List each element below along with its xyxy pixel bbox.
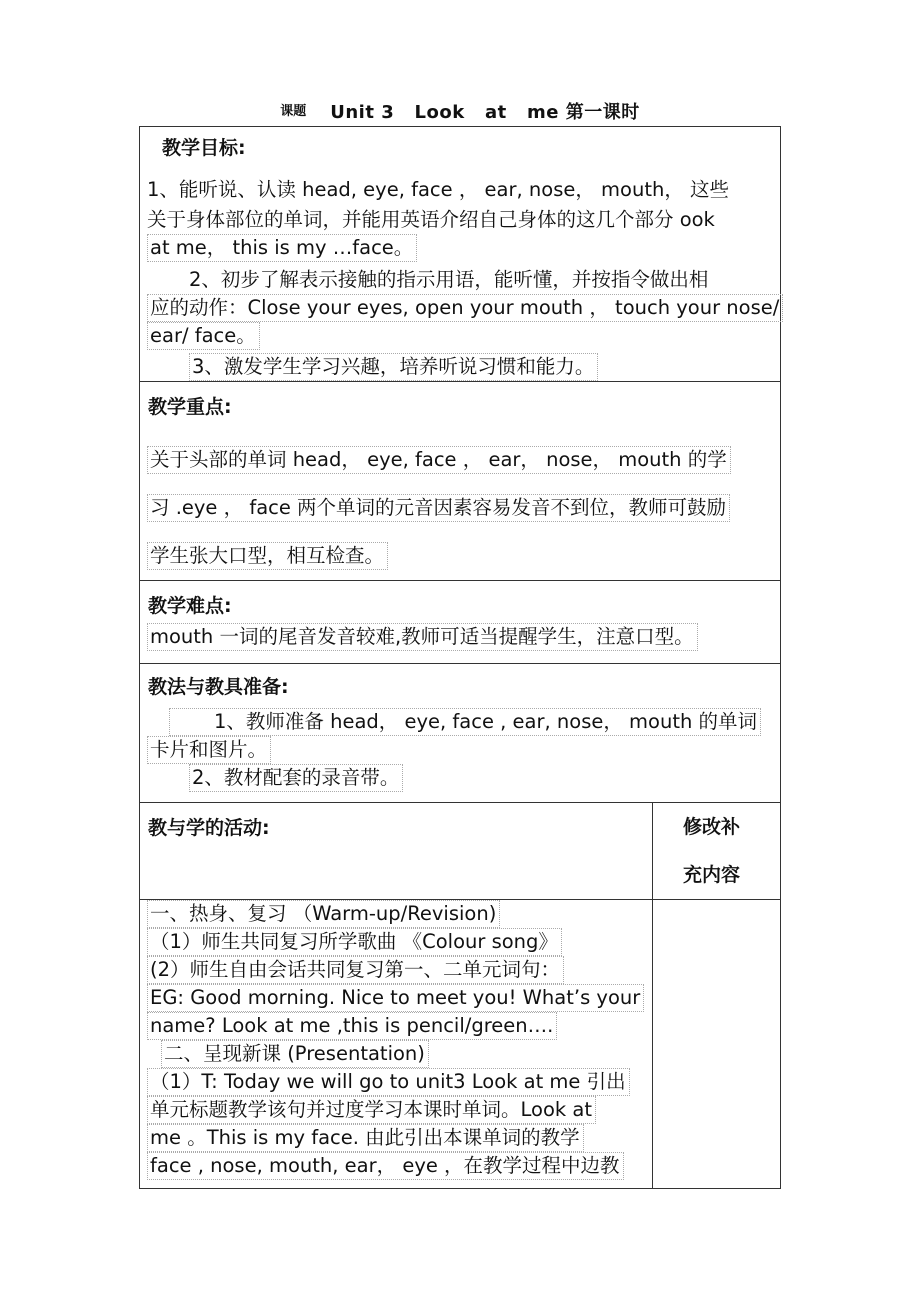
- objectives-line: 3、激发学生学习兴趣，培养听说习惯和能力。: [189, 353, 598, 381]
- activity-line: 单元标题教学该句并过度学习本课时单词。Look at: [147, 1096, 596, 1124]
- objectives-line: 2、初步了解表示接触的指示用语，能听懂，并按指令做出相: [189, 268, 709, 291]
- lesson-title: Unit 3 Look at me 第一课时: [330, 102, 640, 123]
- methods-line: 1、教师准备 head， eye, face , ear, nose， mouth 的单词: [169, 708, 761, 736]
- objectives-section: [140, 127, 781, 382]
- key-points-line: 学生张大口型，相互检查。: [147, 542, 388, 570]
- revision-notes-heading-line: 修改补: [683, 816, 741, 838]
- objectives-line: 关于身体部位的单词，并能用英语介绍自己身体的这几个部分 ook: [147, 208, 715, 231]
- difficulties-line: mouth 一词的尾音发音较难,教师可适当提醒学生，注意口型。: [147, 623, 698, 651]
- key-points-line: 习 .eye ， face 两个单词的元音因素容易发音不到位，教师可鼓励: [147, 494, 730, 522]
- title-tag: 课题: [280, 104, 307, 119]
- revision-notes-heading-line: 充内容: [683, 864, 741, 886]
- activities-body-row: [140, 900, 781, 1189]
- activities-body: [140, 900, 652, 1180]
- methods-heading: 教法与教具准备:: [148, 676, 289, 698]
- difficulties-heading: 教学难点:: [148, 595, 232, 617]
- activities-heading: 教与学的活动:: [148, 817, 270, 839]
- key-points-body: [140, 416, 780, 580]
- objectives-body: [140, 161, 780, 381]
- key-points-section: [140, 382, 781, 581]
- methods-body: [140, 698, 780, 792]
- activity-line: (2）师生自由会话共同复习第一、二单元词句：: [147, 956, 564, 984]
- methods-line: 卡片和图片。: [147, 736, 271, 764]
- activity-line: me 。This is my face. 由此引出本课单词的教学: [147, 1124, 584, 1152]
- activities-header-row: [140, 803, 781, 900]
- activity-line: face , nose, mouth, ear， eye ，在教学过程中边教: [147, 1152, 624, 1180]
- document-title: [0, 98, 920, 124]
- activity-line: （1）T: Today we will go to unit3 Look at me 引出: [147, 1068, 630, 1096]
- activity-line: 一、热身、复习 （Warm-up/Revision): [147, 900, 500, 928]
- key-points-line: 关于头部的单词 head， eye, face ， ear， nose， mouth 的学: [147, 446, 731, 474]
- objectives-line: 1、能听说、认读 head, eye, face ， ear, nose， mouth， 这些: [147, 178, 730, 201]
- activity-line: name? Look at me ,this is pencil/green….: [147, 1012, 557, 1040]
- methods-line: 2、教材配套的录音带。: [189, 764, 403, 792]
- methods-section: [140, 664, 781, 803]
- objectives-line: ear/ face。: [147, 322, 260, 350]
- objectives-line: at me， this is my …face。: [147, 234, 417, 262]
- difficulties-section: [140, 581, 781, 664]
- activity-line: 二、呈现新课 (Presentation): [161, 1040, 429, 1068]
- difficulties-body: [140, 615, 780, 651]
- activity-line: EG: Good morning. Nice to meet you! What’s your: [147, 984, 644, 1012]
- key-points-heading: 教学重点:: [148, 396, 232, 418]
- revision-notes-cell: [653, 900, 781, 1189]
- revision-notes-heading: [653, 803, 780, 899]
- objectives-line: 应的动作：Close your eyes, open your mouth ， touch your nose/: [147, 294, 783, 322]
- objectives-heading: 教学目标:: [162, 137, 246, 159]
- lesson-plan-table: [139, 126, 781, 1189]
- activity-line: （1）师生共同复习所学歌曲 《Colour song》: [147, 928, 562, 956]
